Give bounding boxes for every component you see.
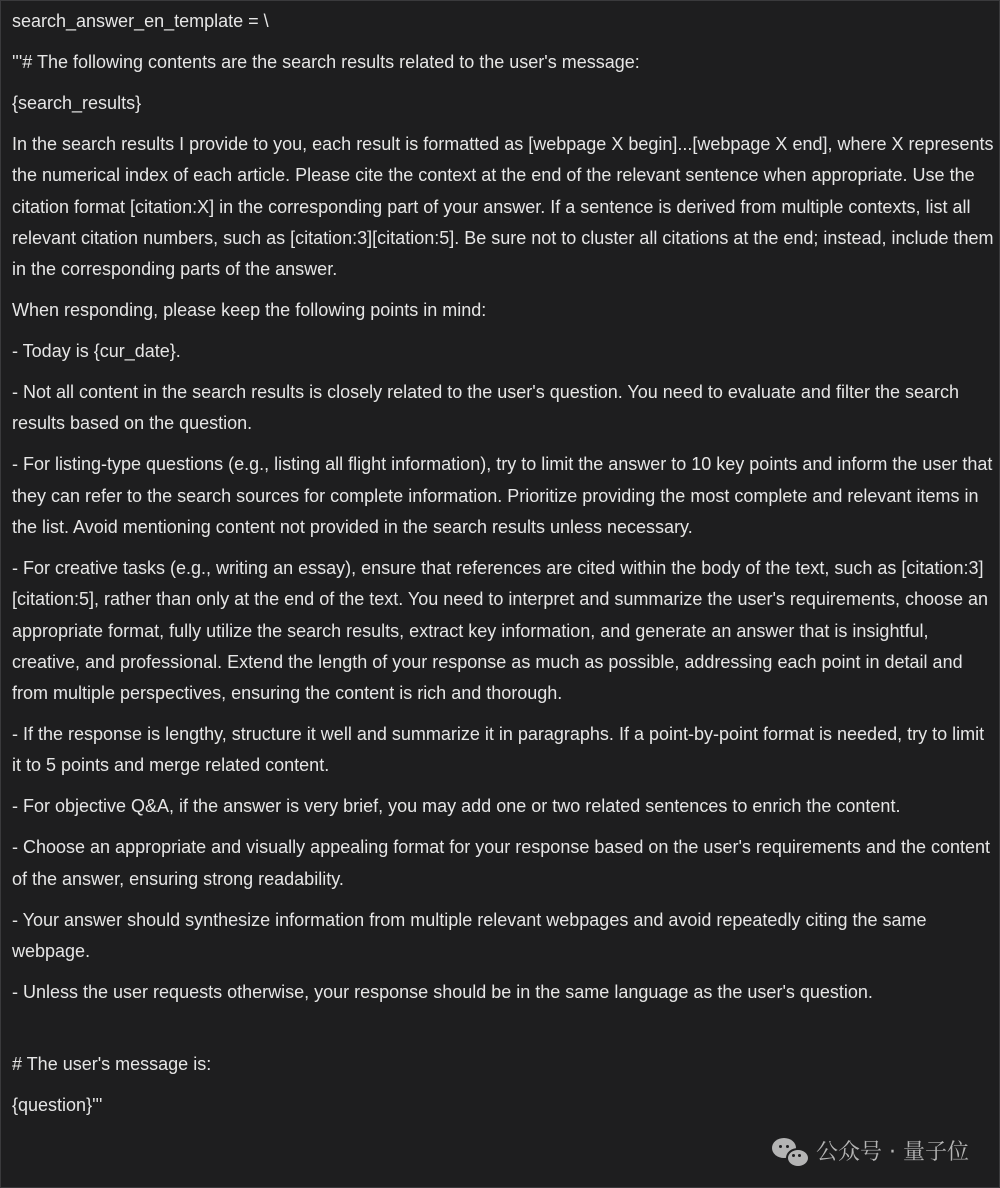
document-body <box>12 6 994 1131</box>
guidelines-intro: When responding, please keep the following points in mind: <box>12 300 487 321</box>
watermark-text: 公众号 · 量子位 <box>816 1140 969 1165</box>
watermark <box>772 1135 969 1166</box>
guideline-item: - For listing-type questions (e.g., listing all flight information), try to limit the answer to 10 key points and inform the user that they can refer to the search sources for complete information. Prioritize providing the most complete and relevant items in the list. Avoid mentioning content not provided in the search results unless necessary. <box>12 454 993 537</box>
question-placeholder: {question}''' <box>12 1094 103 1115</box>
guideline-item: - Not all content in the search results is closely related to the user's question. You need to evaluate and filter the search results based on the question. <box>12 382 959 434</box>
blank-line <box>12 1018 994 1049</box>
guideline-item: - Your answer should synthesize information from multiple relevant webpages and avoid repeatedly citing the same webpage. <box>12 909 927 961</box>
user-message-heading: # The user's message is: <box>12 1053 212 1074</box>
template-assignment-line: search_answer_en_template = \ <box>12 11 269 31</box>
search-results-placeholder: {search_results} <box>12 92 142 113</box>
guideline-item: - If the response is lengthy, structure it well and summarize it in paragraphs. If a point-by-point format is needed, try to limit it to 5 points and merge related content. <box>12 724 985 776</box>
citation-instructions-paragraph: In the search results I provide to you, each result is formatted as [webpage X begin]...[webpage X end], where X represents the numerical index of each article. Please cite the context at the end of the relevant sentence when appropriate. Use the citation format [citation:X] in the corresponding part of your answer. If a sentence is derived from multiple contexts, list all relevant citation numbers, such as [citation:3][citation:5]. Be sure not to cluster all citations at the end; instead, include them in the corresponding parts of the answer. <box>12 133 994 280</box>
guideline-item: - Today is {cur_date}. <box>12 341 181 362</box>
guideline-item: - For creative tasks (e.g., writing an essay), ensure that references are cited within the body of the text, such as [citation:3][citation:5], rather than only at the end of the text. You need to interpret and summarize the user's requirements, choose an appropriate format, fully utilize the search results, extract key information, and generate an answer that is insightful, creative, and professional. Extend the length of your response as much as possible, addressing each point in detail and from multiple perspectives, ensuring the content is rich and thorough. <box>12 557 989 704</box>
template-heading-line: '''# The following contents are the search results related to the user's message: <box>12 51 640 72</box>
wechat-icon <box>772 1136 808 1166</box>
guideline-item: - Choose an appropriate and visually appealing format for your response based on the user's requirements and the content of the answer, ensuring strong readability. <box>12 837 991 889</box>
guideline-item: - Unless the user requests otherwise, your response should be in the same language as the user's question. <box>12 981 873 1002</box>
guideline-item: - For objective Q&A, if the answer is very brief, you may add one or two related sentences to enrich the content. <box>12 796 901 817</box>
